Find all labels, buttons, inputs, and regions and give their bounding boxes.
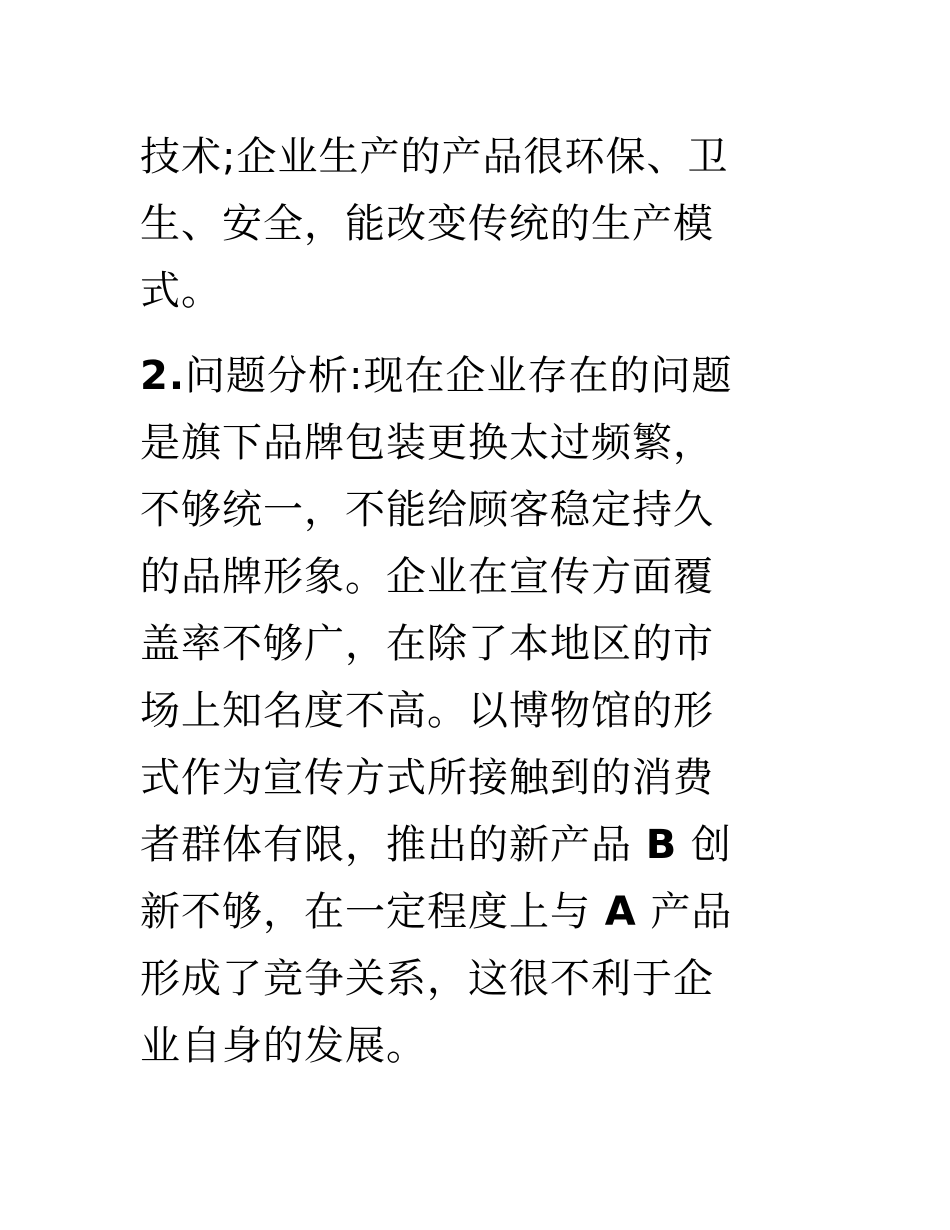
paragraph-2-line-10: 形成了竞争关系，这很不利于企 <box>140 956 714 1002</box>
paragraph-2-line-1 <box>140 349 733 403</box>
paragraph-2-line-5: 盖率不够广，在除了本地区的市 <box>140 621 714 667</box>
paragraph-1-line-2: 生、安全，能改变传统的生产模 <box>140 201 714 247</box>
paragraph-2-line-4: 的品牌形象。企业在宣传方面覆 <box>140 554 714 600</box>
paragraph-1-line-3: 式。 <box>140 268 222 314</box>
paragraph-2-line-8-a: 者群体有限，推出的新产品 <box>140 822 646 868</box>
paragraph-2-line-2: 是旗下品牌包装更换太过频繁， <box>140 420 714 466</box>
paragraph-2-line-8-c: 创 <box>677 822 732 868</box>
paragraph-2-line-1-text: 问题分析:现在企业存在的问题 <box>185 353 733 399</box>
paragraph-2-number: 2. <box>140 353 186 399</box>
paragraph-2-line-7: 式作为宣传方式所接触到的消费 <box>140 755 714 801</box>
paragraph-2-line-3: 不够统一，不能给顾客稳定持久 <box>140 487 714 533</box>
paragraph-2-line-11: 业自身的发展。 <box>140 1023 427 1069</box>
paragraph-1-line-1: 技术;企业生产的产品很环保、卫 <box>140 134 729 180</box>
paragraph-2-line-9-a: 新不够，在一定程度上与 <box>140 889 605 935</box>
paragraph-2-line-9-c: 产品 <box>636 889 733 935</box>
product-a-label: A <box>604 889 637 935</box>
paragraph-2-line-9 <box>140 885 732 939</box>
paragraph-2-line-6: 场上知名度不高。以博物馆的形 <box>140 688 714 734</box>
paragraph-2-line-8 <box>140 818 732 872</box>
product-b-label: B <box>645 822 678 868</box>
